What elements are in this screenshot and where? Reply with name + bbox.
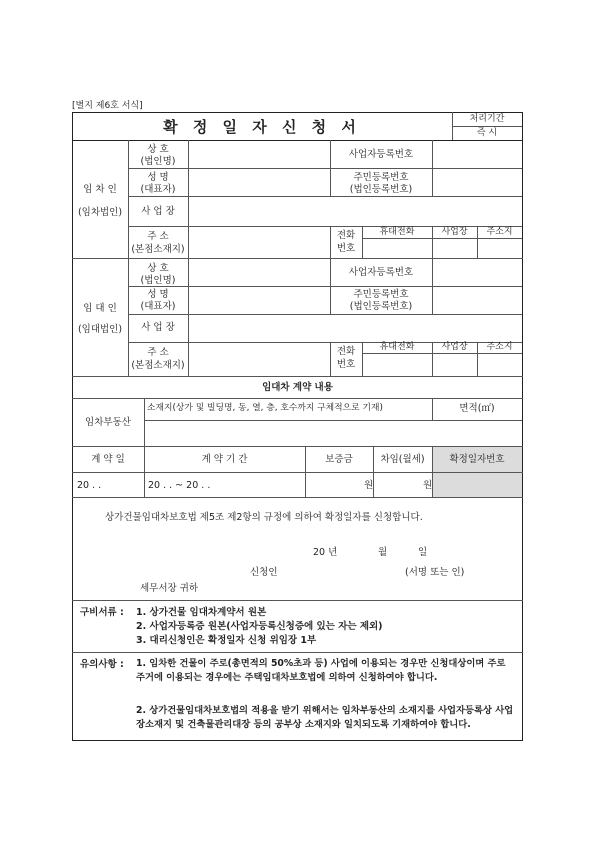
lessor-phone-label-2: 번호: [336, 359, 356, 370]
date-month: 월: [378, 547, 388, 558]
lessee-phone-label: 전화: [336, 230, 356, 241]
form-number: [별지 제6호 서식]: [72, 101, 143, 111]
lessor-title: 임 대 인: [83, 303, 117, 314]
lessee-title: 임 차 인: [83, 184, 117, 195]
lessor-phone-label: 전화: [336, 346, 356, 357]
lessee-resident-no-sub: (법인등록번호): [349, 184, 413, 195]
lessor-business-reg-label: 사업자등록번호: [348, 267, 414, 278]
signature-label: (서명 또는 인): [405, 567, 465, 578]
contract-date-value: 20 . .: [77, 480, 102, 491]
contract-header: 임대차 계약 내용: [262, 382, 333, 393]
lessee-phone-label-2: 번호: [336, 243, 356, 254]
contract-period-value: 20 . . ~ 20 . .: [148, 480, 211, 491]
rent-won: 원: [423, 480, 433, 491]
statement: 상가건물임대차보호법 제5조 제2항의 규정에 의하여 확정일자를 신청합니다.: [105, 512, 423, 523]
lessee-address-label: 주 소: [147, 231, 169, 242]
note-item-1: 1. 임차한 건물이 주로(총면적의 50%초과 등) 사업에 이용되는 경우만 신청대상이며 주로 주거에 이용되는 경우에는 주택임대차보호법에 의하여 신청하여야 합니다.: [136, 658, 506, 683]
lessor-business-place-label: 사 업 장: [141, 322, 175, 333]
processing-period-value: 즉 시: [476, 128, 498, 138]
lessee-resident-no-label: 주민등록번호: [353, 172, 409, 183]
lessor-trade-name-label: 상 호: [147, 263, 169, 274]
document-item: 1. 상가건물 임대차계약서 원본: [136, 607, 267, 618]
lessor-workplace-label: 사업장: [441, 342, 468, 352]
rent-label: 차임(월세): [380, 454, 425, 465]
lessor-name-label: 성 명: [147, 289, 169, 300]
notes-label: 유의사항 :: [80, 659, 124, 670]
note-item-2: 2. 상가건물임대차보호법의 적용을 받기 위해서는 임차부동산의 소재지를 사업자등록상 사업장소재지 및 건축물관리대장 등의 공부상 소재지와 일치되도록 기재하여야 합니다.: [136, 705, 514, 730]
lessor-resident-no-label: 주민등록번호: [353, 289, 409, 300]
lessor-resident-no-sub: (법인등록번호): [349, 301, 413, 312]
lessee-address-sub: (본점소재지): [131, 244, 185, 255]
leased-property-label: 임차부동산: [85, 417, 131, 428]
applicant-label: 신청인: [250, 567, 278, 578]
lessee-trade-name-label: 상 호: [147, 144, 169, 155]
processing-period-label: 처리기간: [469, 114, 505, 124]
deposit-won: 원: [364, 480, 374, 491]
lessee-mobile-label: 휴대전화: [379, 227, 415, 237]
form-title: 확 정 일 자 신 청 서: [163, 118, 361, 136]
document-item: 2. 사업자등록증 원본(사업자등록신청증에 있는 자는 제외): [136, 621, 383, 632]
documents-label: 구비서류 :: [80, 607, 124, 618]
area-label: 면적(㎡): [459, 403, 495, 414]
deposit-label: 보증금: [325, 454, 353, 465]
lessee-workplace-label: 사업장: [441, 227, 468, 237]
lessee-home-label: 주소지: [486, 227, 513, 237]
contract-period-label: 계 약 기 간: [201, 454, 248, 465]
document-item: 3. 대리신청인은 확정일자 신청 위임장 1부: [136, 635, 317, 646]
lessee-business-reg-label: 사업자등록번호: [348, 149, 414, 160]
lessor-subtitle: (임대법인): [77, 324, 123, 335]
lessee-subtitle: (임차법인): [77, 207, 123, 218]
lessor-trade-name-sub: (법인명): [140, 275, 176, 286]
fixed-date-no-label: 확정일자번호: [449, 454, 505, 465]
lessor-address-sub: (본점소재지): [131, 360, 185, 371]
lessee-trade-name-sub: (법인명): [140, 156, 176, 167]
lessee-name-sub: (대표자): [140, 184, 176, 195]
location-label: 소재지(상가 및 빌딩명, 동, 열, 층, 호수까지 구체적으로 기재): [147, 403, 383, 413]
recipient: 세무서장 귀하: [140, 583, 199, 594]
contract-date-label: 계 약 일: [91, 454, 125, 465]
lessor-mobile-label: 휴대전화: [379, 342, 415, 352]
lessee-name-label: 성 명: [147, 172, 169, 183]
date-year: 20 년: [313, 547, 338, 558]
lessor-address-label: 주 소: [147, 347, 169, 358]
date-day: 일: [418, 547, 428, 558]
lessor-name-sub: (대표자): [140, 301, 176, 312]
lessee-business-place-label: 사 업 장: [141, 206, 175, 217]
lessor-home-label: 주소지: [486, 342, 513, 352]
